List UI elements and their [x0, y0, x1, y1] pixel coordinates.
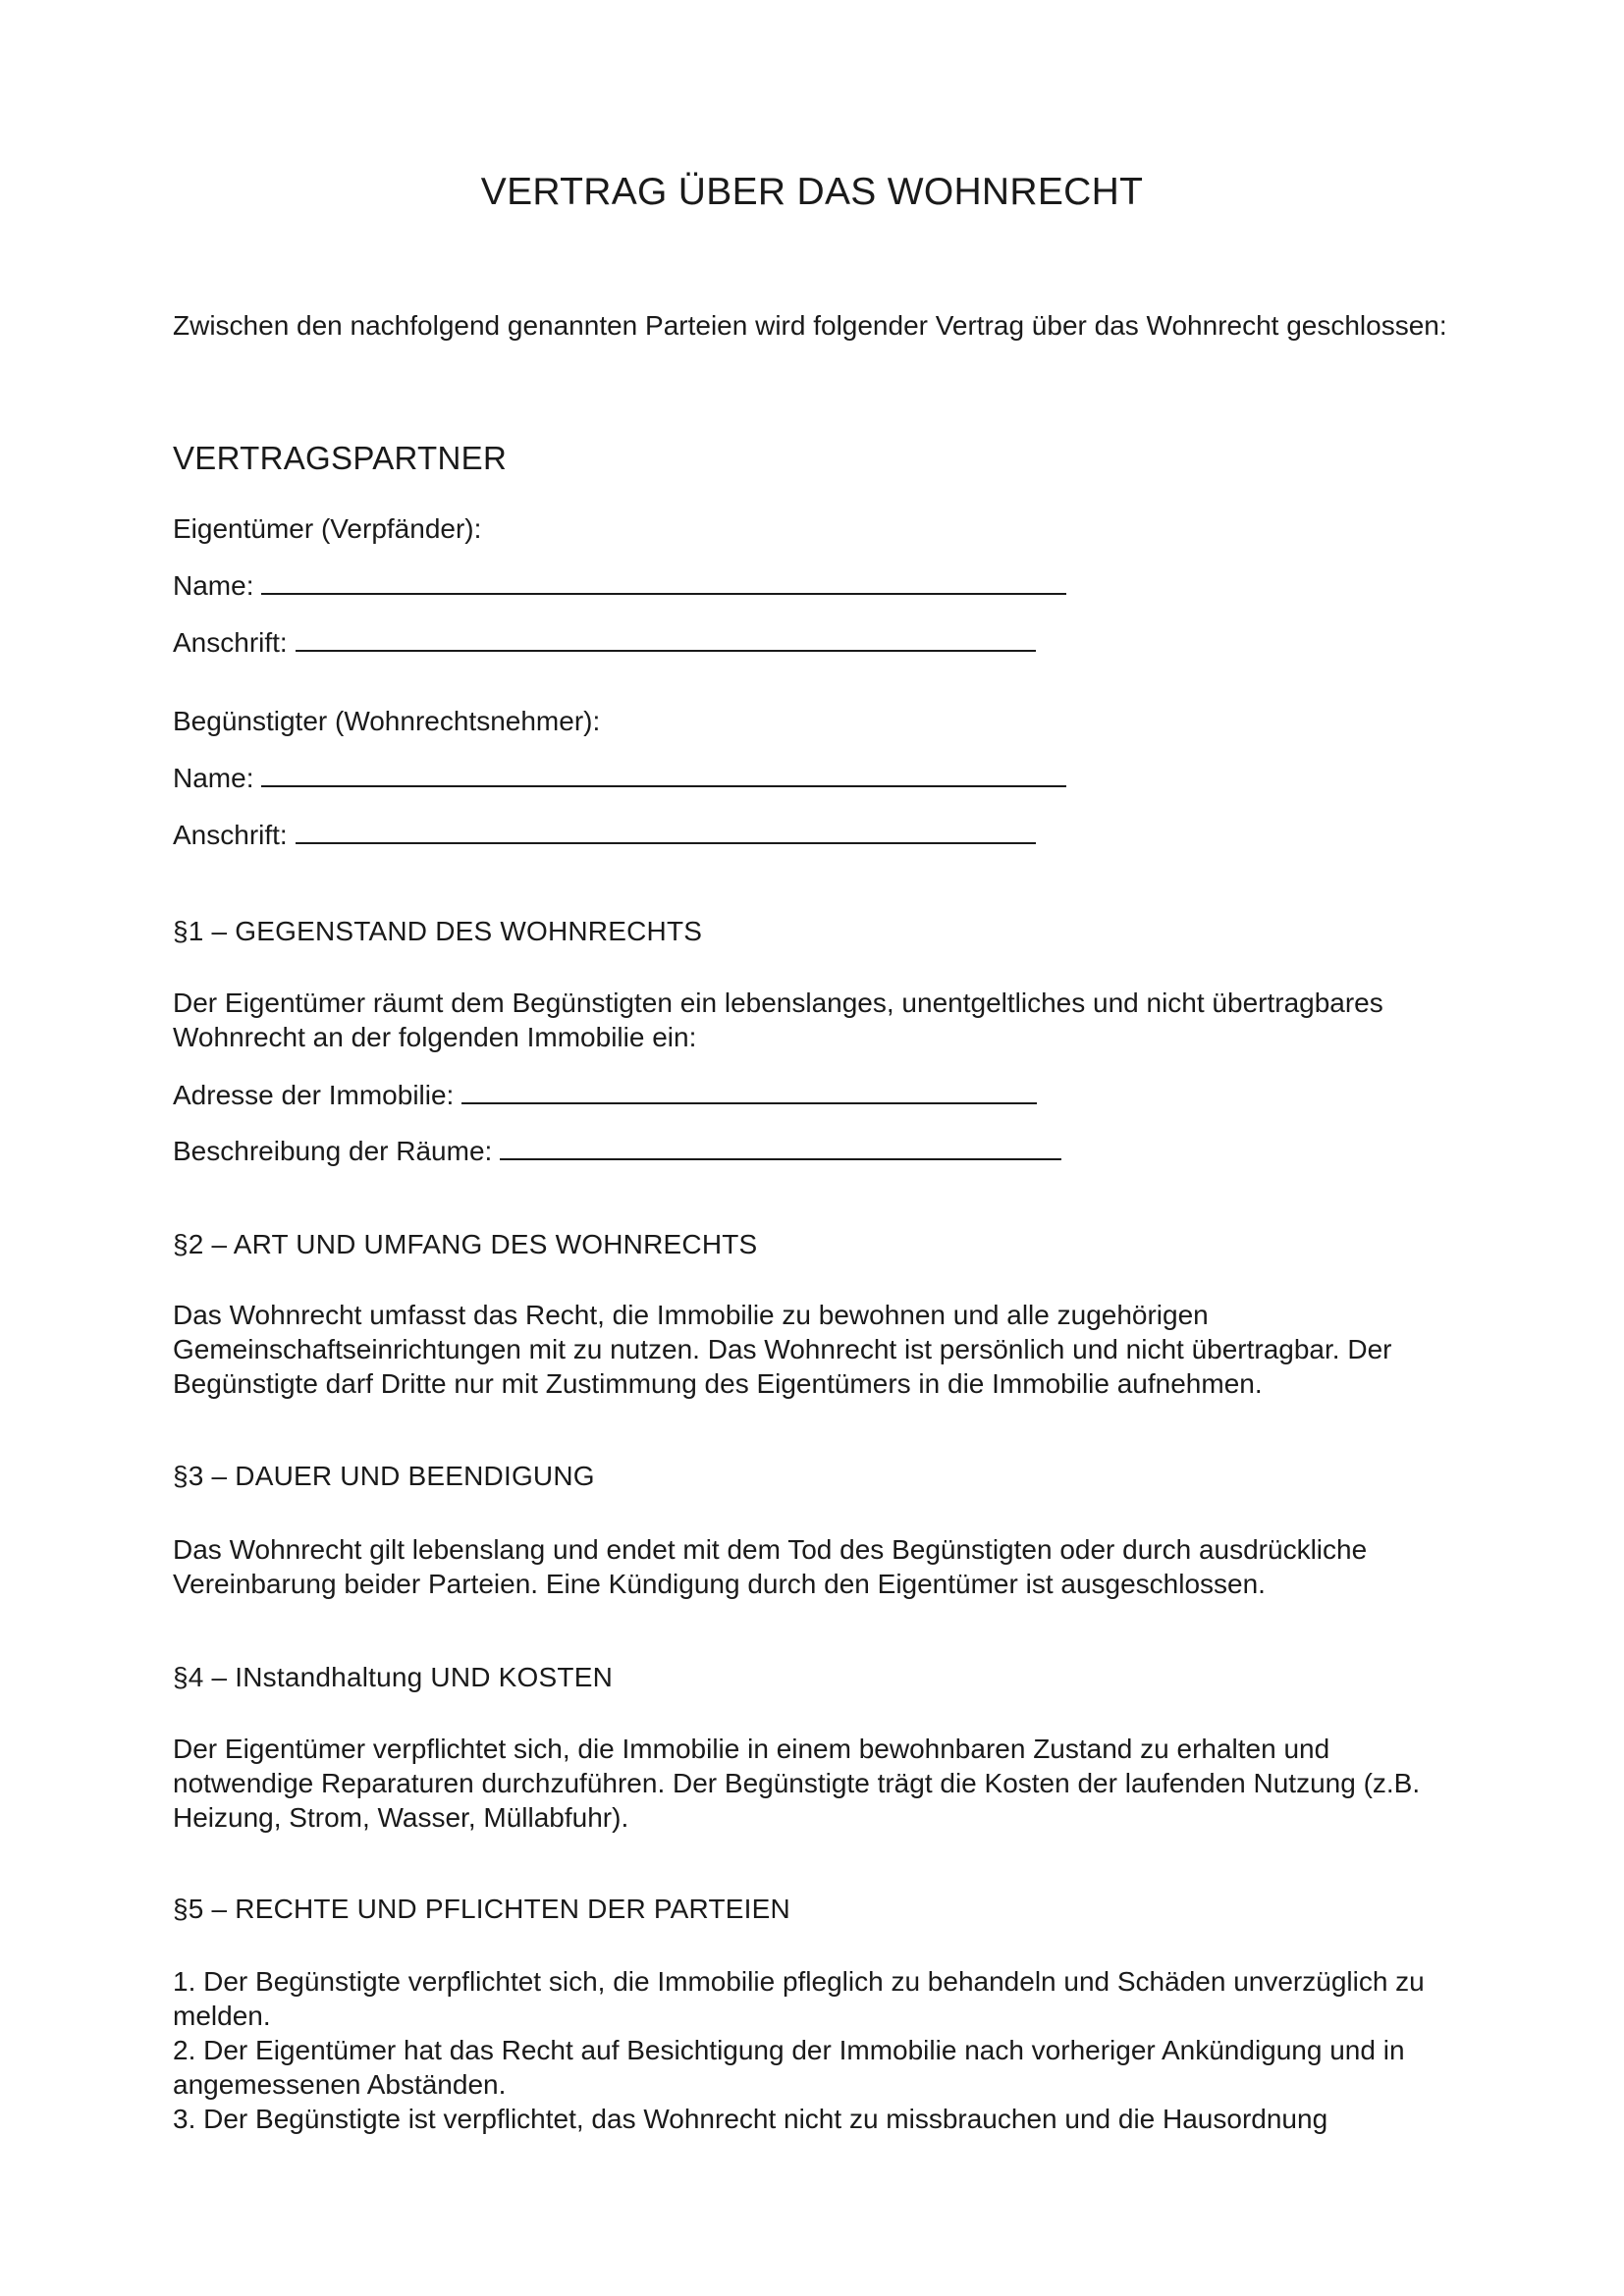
owner-address-field[interactable]: [173, 626, 1036, 659]
owner-address-label: Anschrift:: [173, 627, 288, 658]
rooms-description-label: Beschreibung der Räume:: [173, 1136, 493, 1166]
owner-name-label: Name:: [173, 570, 254, 601]
owner-name-blank-line[interactable]: [261, 569, 1066, 595]
property-address-label: Adresse der Immobilie:: [173, 1080, 455, 1110]
property-address-blank-line[interactable]: [461, 1079, 1037, 1104]
rooms-description-blank-line[interactable]: [500, 1135, 1061, 1160]
section-5-heading: §5 – RECHTE UND PFLICHTEN DER PARTEIEN: [173, 1894, 790, 1924]
section-3-heading: §3 – DAUER UND BEENDIGUNG: [173, 1461, 595, 1491]
beneficiary-name-blank-line[interactable]: [261, 762, 1066, 787]
section-4-heading: §4 – INstandhaltung UND KOSTEN: [173, 1662, 613, 1692]
beneficiary-label: Begünstigter (Wohnrechtsnehmer):: [173, 706, 601, 736]
list-item: 1. Der Begünstigte verpflichtet sich, die Immobilie pfleglich zu behandeln und Schäden unverzüglich zu melden.: [173, 1966, 1425, 2031]
section-1-text: Der Eigentümer räumt dem Begünstigten ein lebenslanges, unentgeltliches und nicht übertragbares Wohnrecht an der folgenden Immobilie ein:: [173, 988, 1383, 1052]
parties-heading: VERTRAGSPARTNER: [173, 440, 508, 476]
rooms-description-field[interactable]: [173, 1135, 1061, 1167]
owner-label: Eigentümer (Verpfänder):: [173, 513, 482, 544]
list-item: 2. Der Eigentümer hat das Recht auf Besichtigung der Immobilie nach vorheriger Ankündigung und in angemessenen Abständen.: [173, 2035, 1405, 2100]
document-title: VERTRAG ÜBER DAS WOHNRECHT: [480, 171, 1144, 213]
section-2-heading: §2 – ART UND UMFANG DES WOHNRECHTS: [173, 1229, 758, 1259]
property-address-field[interactable]: [173, 1079, 1037, 1111]
section-4-text: Der Eigentümer verpflichtet sich, die Immobilie in einem bewohnbaren Zustand zu erhalten und notwendige Reparaturen durchzuführen. Der Begünstigte trägt die Kosten der laufenden Nutzung (z.B. Heizung, Strom, Wasser, Müllabfuhr).: [173, 1734, 1421, 1833]
owner-address-blank-line[interactable]: [296, 626, 1036, 652]
section-2-text: Das Wohnrecht umfasst das Recht, die Immobilie zu bewohnen und alle zugehörigen Gemeinschaftseinrichtungen mit zu nutzen. Das Wohnrecht ist persönlich und nicht übertragbar. Der Begünstigte darf Dritte nur mit Zustimmung des Eigentümers in die Immobilie aufnehmen.: [173, 1300, 1392, 1399]
intro-text: Zwischen den nachfolgend genannten Parteien wird folgender Vertrag über das Wohnrecht geschlossen:: [173, 310, 1447, 341]
beneficiary-address-blank-line[interactable]: [296, 819, 1036, 844]
beneficiary-name-field[interactable]: [173, 762, 1066, 794]
beneficiary-name-label: Name:: [173, 763, 254, 793]
owner-name-field[interactable]: [173, 569, 1066, 602]
beneficiary-address-label: Anschrift:: [173, 820, 288, 850]
section-5-list: [173, 1964, 1439, 2136]
section-1-heading: §1 – GEGENSTAND DES WOHNRECHTS: [173, 916, 703, 946]
list-item: 3. Der Begünstigte ist verpflichtet, das Wohnrecht nicht zu missbrauchen und die Hausordnung: [173, 2104, 1328, 2134]
beneficiary-address-field[interactable]: [173, 819, 1036, 851]
section-3-text: Das Wohnrecht gilt lebenslang und endet mit dem Tod des Begünstigten oder durch ausdrückliche Vereinbarung beider Parteien. Eine Kündigung durch den Eigentümer ist ausgeschlossen.: [173, 1534, 1368, 1599]
